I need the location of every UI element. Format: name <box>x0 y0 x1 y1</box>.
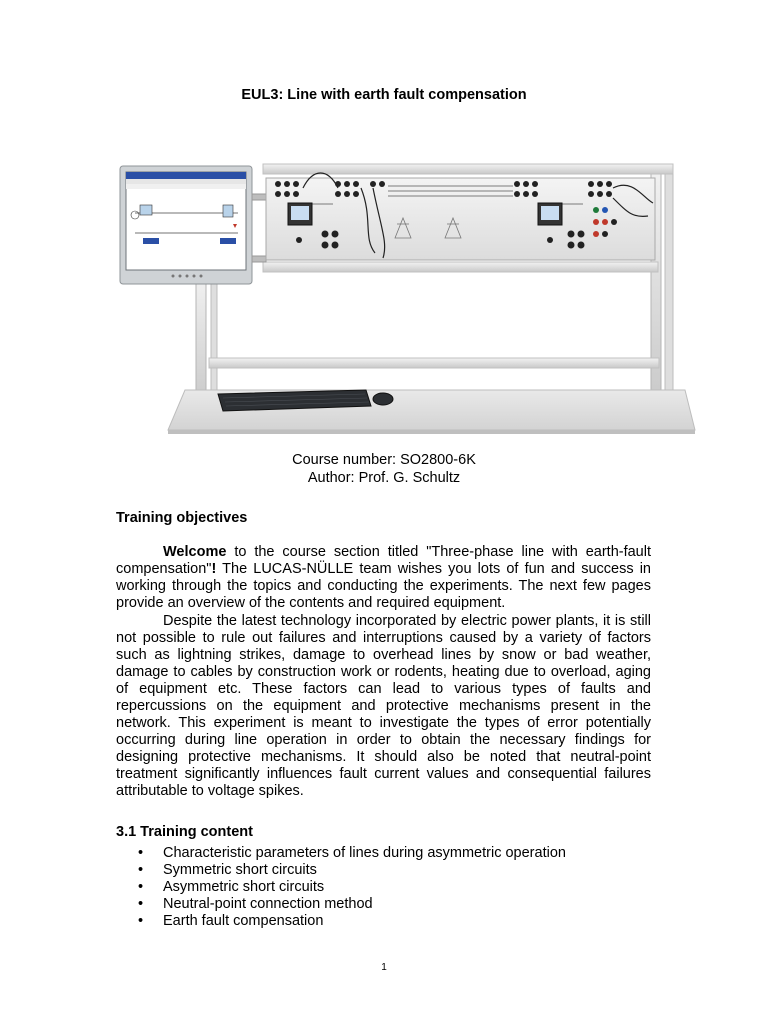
faults-paragraph <box>116 613 651 800</box>
list-item-text: Earth fault compensation <box>163 913 324 929</box>
workstation-photo <box>113 158 698 438</box>
list-item <box>116 879 566 896</box>
section-heading-training-objectives: Training objectives <box>116 510 248 526</box>
faults-paragraph-text: Despite the latest technology incorporated by electric power plants, it is still not possible to rule out failures and interruptions caused by a variety of factors such as lightning strikes, damage to overhead lines by snow or bad weather, damage to cables by construction work or rodents, heating due to overload, aging of equipment etc. These factors can lead to various types of faults and repercussions on the equipment and protective mechanisms present in the network. This experiment is meant to investigate the types of error potentially occurring during line operation in order to obtain the necessary findings for designing protective mechanisms. It should also be noted that neutral-point treatment significantly influences fault current values and consequential failures attributable to voltage spikes. <box>116 613 651 799</box>
list-item <box>116 845 566 862</box>
workstation-illustration <box>113 158 698 438</box>
list-item <box>116 913 566 930</box>
list-item-text: Symmetric short circuits <box>163 862 317 878</box>
welcome-rest: The LUCAS-NÜLLE team wishes you lots of fun and success in working through the topics and conducting the experiments. The next few pages provide an overview of the contents and required equipment. <box>116 561 651 611</box>
bullet-icon: • <box>138 913 144 929</box>
welcome-text: to the course section titled "Three-phase line with earth-fault compensation" <box>116 544 651 577</box>
page-number: 1 <box>381 962 387 973</box>
list-item <box>116 862 566 879</box>
top-rail <box>263 164 673 174</box>
welcome-bold: Welcome <box>163 544 227 560</box>
welcome-exclamation: ! <box>211 561 217 577</box>
bullet-icon: • <box>138 845 144 861</box>
welcome-paragraph <box>116 544 651 612</box>
bullet-icon: • <box>138 879 144 895</box>
bullet-icon: • <box>138 896 144 912</box>
monitor <box>120 166 252 284</box>
list-item <box>116 896 566 913</box>
bullet-icon: • <box>138 862 144 878</box>
list-item-text: Asymmetric short circuits <box>163 879 325 895</box>
experiment-panel <box>266 173 655 260</box>
section-heading-training-content: 3.1 Training content <box>116 824 253 840</box>
document-title: EUL3: Line with earth fault compensation <box>241 87 527 103</box>
course-number: Course number: SO2800-6K <box>292 452 476 468</box>
author: Author: Prof. G. Schultz <box>307 470 461 486</box>
training-content-list <box>116 845 566 930</box>
lower-rail <box>209 358 659 368</box>
list-item-text: Characteristic parameters of lines during asymmetric operation <box>163 845 566 861</box>
list-item-text: Neutral-point connection method <box>163 896 373 912</box>
mid-rail <box>263 262 658 272</box>
mouse <box>373 393 393 405</box>
